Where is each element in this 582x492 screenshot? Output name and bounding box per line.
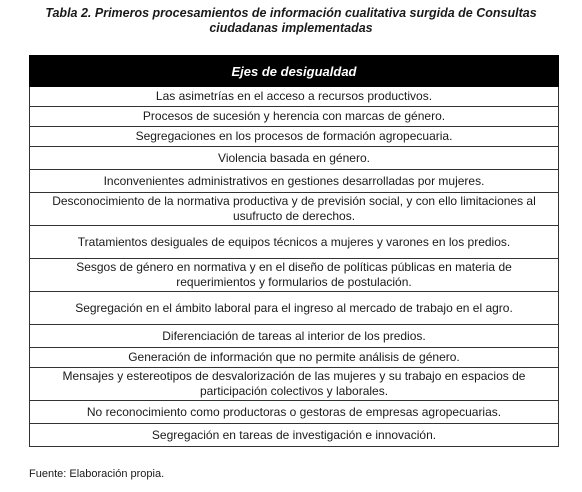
- source-note: Fuente: Elaboración propia.: [29, 468, 165, 480]
- table-cell: Procesos de sucesión y herencia con marcas de género.: [30, 107, 559, 127]
- table-row: [30, 226, 559, 259]
- table-row: [30, 259, 559, 292]
- table-cell: Las asimetrías en el acceso a recursos productivos.: [30, 87, 559, 107]
- table-cell: Segregación en el ámbito laboral para el ingreso al mercado de trabajo en el agro.: [30, 292, 559, 325]
- table-cell: No reconocimiento como productoras o gestoras de empresas agropecuarias.: [30, 401, 559, 424]
- inequality-axes-table: [29, 55, 559, 447]
- table-caption: [12, 6, 570, 36]
- table-header: Ejes de desigualdad: [30, 56, 559, 87]
- table-cell: Tratamientos desiguales de equipos técnicos a mujeres y varones en los predios.: [30, 226, 559, 259]
- table-cell: Segregaciones en los procesos de formación agropecuaria.: [30, 127, 559, 147]
- table-cell: Mensajes y estereotipos de desvalorización de las mujeres y su trabajo en espacios de participación colectivos y laborales.: [30, 368, 559, 401]
- table-header-row: [30, 56, 559, 87]
- table-row: [30, 87, 559, 107]
- caption-line-2: ciudadanas implementadas: [209, 21, 373, 35]
- table-cell: Inconvenientes administrativos en gestiones desarrolladas por mujeres.: [30, 170, 559, 193]
- caption-line-1: Tabla 2. Primeros procesamientos de información cualitativa surgida de Consultas: [45, 6, 537, 20]
- table-row: [30, 292, 559, 325]
- table-row: [30, 368, 559, 401]
- table-cell: Sesgos de género en normativa y en el diseño de políticas públicas en materia de requerimientos y formularios de postulación.: [30, 259, 559, 292]
- table-row: [30, 401, 559, 424]
- table-cell: Diferenciación de tareas al interior de los predios.: [30, 325, 559, 348]
- table-row: [30, 325, 559, 348]
- table-cell: Violencia basada en género.: [30, 147, 559, 170]
- table-row: [30, 147, 559, 170]
- table-row: [30, 424, 559, 447]
- table-row: [30, 170, 559, 193]
- table-row: [30, 193, 559, 226]
- table-cell: Desconocimiento de la normativa productiva y de previsión social, y con ello limitaciones al usufructo de derechos.: [30, 193, 559, 226]
- table-cell: Generación de información que no permite análisis de género.: [30, 348, 559, 368]
- table-row: [30, 348, 559, 368]
- table-row: [30, 107, 559, 127]
- table-row: [30, 127, 559, 147]
- table-cell: Segregación en tareas de investigación e innovación.: [30, 424, 559, 447]
